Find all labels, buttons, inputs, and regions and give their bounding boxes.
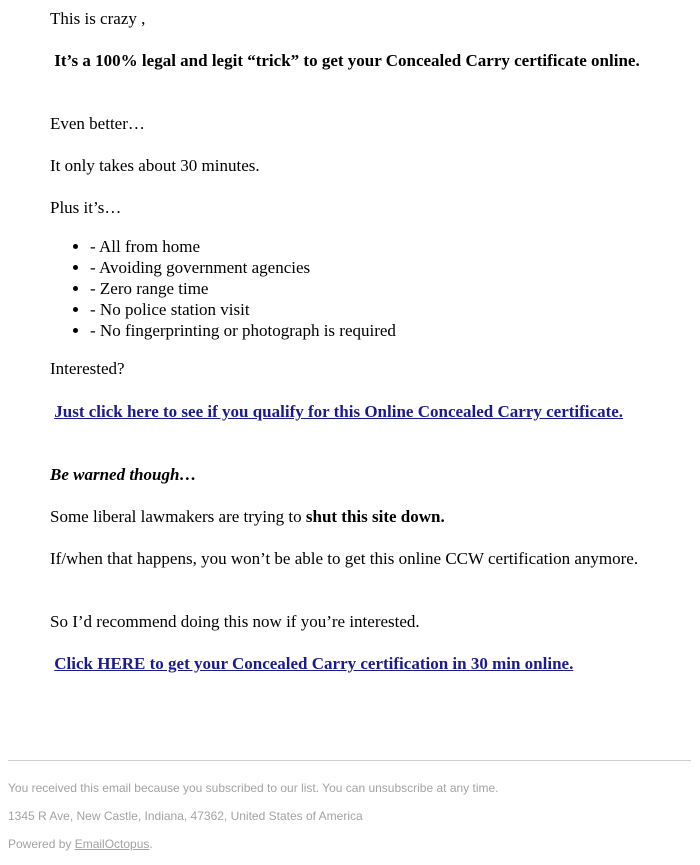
lawmakers-bold: shut this site down.	[305, 507, 445, 526]
powered-by-suffix: .	[149, 837, 153, 851]
plus-text: Plus it’s…	[50, 198, 122, 217]
cta-link[interactable]: Click HERE to get your Concealed Carry certification in 30 min online.	[54, 654, 574, 673]
list-item: • - All from home	[90, 236, 396, 257]
interested-text: Interested?	[50, 359, 125, 378]
subscription-note: You received this email because you subscribed to our list. You can unsubscribe at any time.	[8, 781, 499, 795]
even-better-text: Even better…	[50, 114, 145, 133]
list-item: • - Avoiding government agencies	[90, 257, 396, 278]
emailoctopus-link[interactable]: EmailOctopus	[74, 837, 150, 851]
list-item: • - No fingerprinting or photograph is required	[90, 320, 396, 341]
footer-divider	[8, 760, 691, 761]
warning-text: Be warned though…	[50, 465, 197, 484]
if-when-text: If/when that happens, you won’t be able to get this online CCW certification anymore.	[50, 549, 639, 568]
lawmakers-prefix: Some liberal lawmakers are trying to	[50, 507, 306, 526]
qualify-paragraph	[50, 401, 640, 422]
list-item: • - Zero range time	[90, 278, 396, 299]
footer-address: 1345 R Ave, New Castle, Indiana, 47362, United States of America	[8, 809, 363, 823]
benefits-list	[50, 236, 396, 341]
list-item: • - No police station visit	[90, 299, 396, 320]
headline-text	[50, 50, 640, 71]
powered-by	[8, 836, 153, 852]
lawmakers-paragraph	[50, 506, 445, 527]
powered-by-prefix: Powered by	[8, 837, 75, 851]
headline-content: It’s a 100% legal and legit “trick” to get your Concealed Carry certificate online.	[54, 51, 640, 70]
cta-paragraph	[50, 653, 670, 674]
duration-text: It only takes about 30 minutes.	[50, 156, 260, 175]
qualify-link[interactable]: Just click here to see if you qualify for this Online Concealed Carry certificate.	[54, 402, 624, 421]
intro-text: This is crazy ,	[50, 9, 146, 28]
recommend-text: So I’d recommend doing this now if you’re interested.	[50, 612, 420, 631]
